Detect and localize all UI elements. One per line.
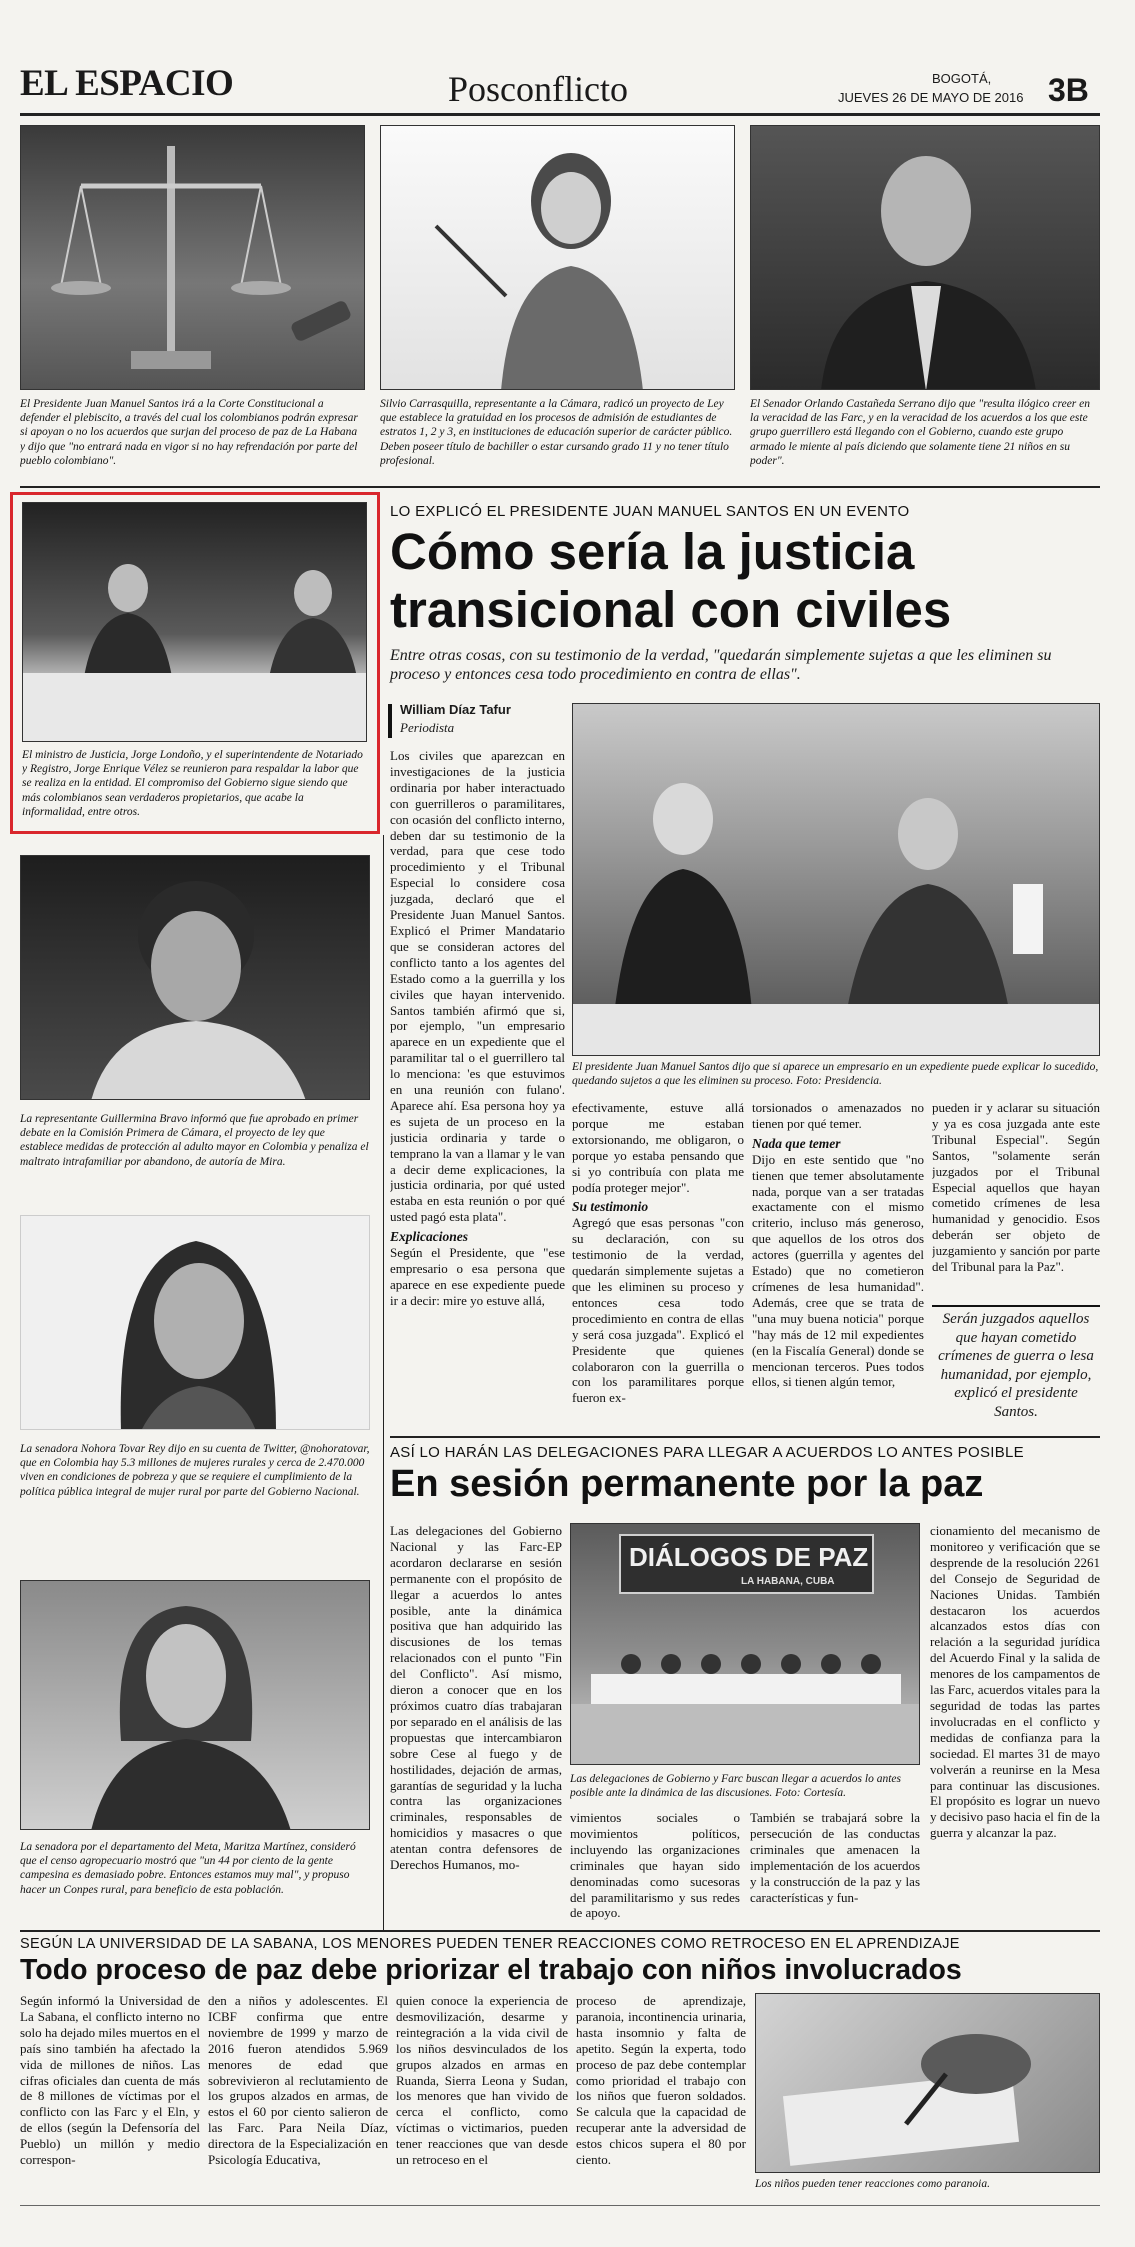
caption-justice-minister: El ministro de Justicia, Jorge Londoño, y el superintendente de Notariado y Registro, Jorge Enrique Vélez se reunieron para respaldar la labor que se realiza en la entidad. El compromiso del Gobierno sigue siendo que más colombianos sean verdaderos propietarios, que acabe la informalidad, entre otros.: [22, 749, 363, 818]
byline-bar: [388, 704, 392, 738]
main-article-col2: [572, 1100, 744, 1430]
second-kicker: ASÍ LO HARÁN LAS DELEGACIONES PARA LLEGAR A ACUERDOS LO ANTES POSIBLE: [390, 1444, 1024, 1461]
caption-nohora-tovar: La senadora Nohora Tovar Rey dijo en su cuenta de Twitter, @nohoratovar, que en Colombia hay 5.3 millones de mujeres rurales y cerca de 2.470.000 viven en condiciones de pobreza y que se requiere el cumplimiento de la política pública integral de mujer rural por parte del Gobierno Nacional.: [20, 1443, 370, 1498]
main-article-end-rule: [390, 1436, 1100, 1438]
main-col2-text: efectivamente, estuve allá porque me estaban extorsionando, me obligaron, o porque yo estaba pensando que si yo contribuía con plata me podía proteger mejor".: [572, 1100, 744, 1195]
masthead-date: JUEVES 26 DE MAYO DE 2016: [838, 90, 1024, 105]
caption-plebiscito: El Presidente Juan Manuel Santos irá a la Corte Constitucional a defender el plebiscito, a través del cual los colombianos podrán expresar si apoyan o no los acuerdos que surjan del proceso de paz de La Habana y dijo que "no entrará nada en vigor si no hay refrendación por parte del pueblo colombiano".: [20, 398, 358, 467]
main-headline-line2: transicional con civiles: [390, 581, 952, 638]
second-col4-text: cionamiento del mecanismo de monitoreo y verificación que se desprende de la resolución 2261 del Consejo de Seguridad de Naciones Unidas. También destacaron los acuerdos alcanzados estos días con relación a la seguridad jurídica del Acuerdo Final y la salida de menores de los campamentos de las Farc, acuerdos vitales para la seguridad de todas las partes involucradas en el conflicto y medidas de confianza para la sociedad. El martes 31 de mayo volverán a reunirse en la Mesa para continuar las discusiones. El propósito es lograr un nuevo y decisivo paso hacia el fin de la guerra y alcanzar la paz.: [930, 1523, 1100, 1841]
photo-woman-with-pencil: [380, 125, 735, 390]
main-subhead-explicaciones: Explicaciones: [390, 1229, 468, 1245]
caption-castaneda: El Senador Orlando Castañeda Serrano dijo que "resulta ilógico creer en la veracidad de las Farc, y en la veracidad de los acuerdos a los que este grupo guerrillero está llegando con el Gobierno, cuando este grupo armado le miente al país diciendo que solamente tiene 21 niños en su poder".: [750, 398, 1090, 467]
main-headline-line1: Cómo sería la justicia: [390, 523, 915, 580]
woman-portrait-icon: [21, 1581, 370, 1830]
photo-maritza-martinez: [20, 1580, 370, 1830]
photo-scales-of-justice: [20, 125, 365, 390]
second-article-col2: [570, 1810, 740, 1925]
pullquote-rule: [932, 1305, 1100, 1307]
main-article-col4: [932, 1100, 1100, 1305]
second-col3-text: También se trabajará sobre la persecución de las conductas criminales que amenacen la implementación de los acuerdos y la construcción de la paz y las características y fun-: [750, 1810, 920, 1905]
caption-maritza-martinez: La senadora por el departamento del Meta, Maritza Martínez, consideró que el censo agropecuario mostró que "un 44 por ciento de la gente campesina es demasiado pobre. Entonces estamos muy mal", y propuso hacer un Conpes rural, para beneficio de esta población.: [20, 1841, 356, 1896]
main-deck: Entre otras cosas, con su testimonio de la verdad, "quedarán simplemente sujetas a que les eliminen su proceso y entonces cesa todo procedimiento en contra de ellas".: [390, 647, 1052, 683]
third-article-col4: [576, 1993, 746, 2193]
main-kicker: LO EXPLICÓ EL PRESIDENTE JUAN MANUEL SANTOS EN UN EVENTO: [390, 503, 910, 520]
third-headline: Todo proceso de paz debe priorizar el trabajo con niños involucrados: [20, 1954, 962, 1986]
caption-guillermina-bravo: La representante Guillermina Bravo informó que fue aprobado en primer debate en la Comisión Primera de Cámara, el proyecto de ley que establece medidas de protección al adulto mayor en Colombia y penaliza el maltrato intrafamiliar por abandono, de autoría de Mira.: [20, 1113, 369, 1168]
photo-justice-minister-meeting: [22, 502, 367, 742]
masthead-city: BOGOTÁ,: [932, 71, 992, 86]
man-in-suit-icon: [751, 126, 1100, 390]
caption-dialogos-de-paz: Las delegaciones de Gobierno y Farc buscan llegar a acuerdos lo antes posible ante la dinámica de las discusiones. Foto: Cortesía.: [570, 1773, 901, 1800]
photo-senator-castaneda: [750, 125, 1100, 390]
third-article-col3: [396, 1993, 568, 2193]
second-headline: En sesión permanente por la paz: [390, 1463, 984, 1505]
masthead-rule: [20, 113, 1100, 116]
third-kicker: SEGÚN LA UNIVERSIDAD DE LA SABANA, LOS MENORES PUEDEN TENER REACCIONES COMO RETROCESO EN EL APRENDIZAJE: [20, 1936, 960, 1952]
woman-portrait-icon: [21, 856, 370, 1100]
sidebar-divider: [383, 835, 384, 1930]
main-pullquote: Serán juzgados aquellos que hayan cometido crímenes de guerra o lesa humanidad, por ejemplo, explicó el presidente Santos.: [938, 1311, 1094, 1420]
santos-speaking-icon: [573, 704, 1100, 1056]
photo-dialogos-de-paz: [570, 1523, 920, 1765]
photo-guillermina-bravo: [20, 855, 370, 1100]
photo-child-writing: [755, 1993, 1100, 2173]
main-article-col1: [390, 748, 565, 1428]
scales-of-justice-icon: [21, 126, 365, 390]
main-subhead-nada-que-temer: Nada que temer: [752, 1135, 841, 1151]
main-col3-text-b: Dijo en este sentido que "no tienen que temer absolutamente nada, porque van a ser tratadas exactamente con el mismo criterio, incluso más generoso, que aquellos de los otros dos actores (guerrilla y agentes del Estado) que no cometieron crímenes de lesa humanidad". Además, cree que se trata de "una muy buena noticia" porque "hay más de 12 mil expedientes (en la Fiscalía General) donde se mencionan terceros. Pues todos ellos, si tienen algún temor,: [752, 1151, 924, 1390]
main-article-col3: [752, 1100, 924, 1430]
page-bottom-rule: [20, 2205, 1100, 2206]
section-title: Posconflicto: [448, 69, 628, 109]
caption-santos-event: El presidente Juan Manuel Santos dijo que si aparece un empresario en un expediente puede explicar lo sucedido, quedando sujetos a que les eliminen su proceso. Foto: Presidencia.: [572, 1061, 1099, 1088]
main-col4-text: pueden ir y aclarar su situación y ya es cosa juzgada ante este Tribunal Especial". Según Santos, "solamente serán juzgados por el Tribunal Especial aquellos que hayan cometido crímenes de lesa humanidad y genocidio. Esos deberán ser objeto de juzgamiento y sanción por parte del Tribunal para la Paz".: [932, 1100, 1100, 1275]
third-col3-text: quien conoce la experiencia de desmovilización, desarme y reintegración a la vida civil de los niños desvinculados de los grupos alzados en armas en Ruanda, Sierra Leona y Sudan, los menores que han vivido de cerca el conflicto, como víctimas o victimarios, pueden tener reacciones que van desde un retroceso en el: [396, 1993, 568, 2168]
woman-portrait-icon: [21, 1216, 370, 1430]
meeting-table-icon: [23, 503, 367, 742]
second-article-col3: [750, 1810, 920, 1925]
main-col3-text: torsionados o amenazados no tienen por qué temer.: [752, 1100, 924, 1131]
banner-dialogos-sub: LA HABANA, CUBA: [741, 1576, 835, 1587]
third-col2-text: den a niños y adolescentes. El ICBF confirma que entre noviembre de 1999 y marzo de 2016 fueron atendidos 5.969 menores de edad que sobrevivieron al reclutamiento de los grupos alzados en armas, de estos el 60 por ciento salieron de las Farc. Para Neila Díaz, directora de la Especialización en Psicología Educativa,: [208, 1993, 388, 2168]
main-col2-text-b: Agregó que esas personas "con su declaración, con su testimonio de la verdad, quedarán simplemente sujetas a que les eliminen su proceso y entonces cesa todo procedimiento en contra de ellas y será cosa juzgada". Explicó el Presidente que quienes colaboraron con la guerrilla o con los paramilitares porque fueron ex-: [572, 1215, 744, 1406]
byline-name: William Díaz Tafur: [400, 702, 511, 717]
second-col1-text: Las delegaciones del Gobierno Nacional y las Farc-EP acordaron declararse en sesión permanente con el propósito de llegar a acuerdos lo antes posible, ante la dinámica positiva que han adquirido las discusiones de los temas relacionados con el punto "Fin del Conflicto". Así mismo, dieron a conocer que en los próximos cuatro días trabajaran por separado en el análisis de las propuestas que intercambiaron sobre Cese al fuego y de hostilidades, dejación de armas, garantías de seguridad y la lucha contra las organizaciones criminales, responsables de homicidios y masacres o que atentan contra defensores de Derechos Humanos, mo-: [390, 1523, 562, 1873]
second-article-end-rule: [20, 1930, 1100, 1932]
delegation-table-icon: [571, 1524, 920, 1765]
photo-nohora-tovar: [20, 1215, 370, 1430]
hand-writing-icon: [756, 1994, 1100, 2173]
main-subhead-testimonio: Su testimonio: [572, 1199, 649, 1215]
third-col1-text: Según informó la Universidad de La Sabana, el conflicto interno no solo ha dejado miles muertos en el país sino también ha afectado la vida de millones de niños. Las cifras oficiales dan cuenta de más de 8 millones de víctimas por el conflicto con las Farc y el Eln, y de ellos (según la Defensoría del Pueblo) un millón y medio correspon-: [20, 1993, 200, 2168]
second-article-col4: [930, 1523, 1100, 1925]
main-col1-text: Los civiles que aparezcan en investigaciones de la justicia ordinaria por haber interactuado con guerrilleros o paramilitares, con ocasión del conflicto interno, deben dar su testimonio de la verdad, para que cese todo procedimiento y el Tribunal Especial lo considere cosa juzgada, declaró que el Presidente Juan Manuel Santos. Explicó el Primer Mandatario que se consideran actores del conflicto tanto a los agentes del Estado como a la guerrilla y los civiles que hayan intervenido. Santos también afirmó que si, por ejemplo, "un empresario aparece en un expediente que el paramilitar tal o el guerrillero tal lo menciona: 'es que estuvimos en una reunión con fulano'. Aparece ahí. Esa persona hoy ya es sujeta de un proceso en la justicia ordinaria y tarde o temprano la van a llamar y le van a decir deme explicaciones, la justicia ordinaria, por qué usted estaba en esta reunión o por qué usted pagó esta plata".: [390, 748, 565, 1225]
page-number: 3B: [1048, 72, 1089, 108]
third-article-col2: [208, 1993, 388, 2193]
masthead-paper-name: EL ESPACIO: [20, 63, 234, 104]
caption-carrasquilla: Silvio Carrasquilla, representante a la Cámara, radicó un proyecto de Ley que establece la gratuidad en los procesos de admisión de estudiantes de estratos 1, 2 y 3, en instituciones de educación superior de carácter público. Deben poseer título de bachiller o estar cursando grado 11 y no tener título profesional.: [380, 398, 733, 467]
third-col4-text: proceso de aprendizaje, paranoia, incontinencia urinaria, hasta insomnio y falta de apetito. Según la experta, todo proceso de paz debe contemplar como prioridad el trabajo con los niños que fueron soldados. Se calcula que la capacidad de recuperar ante la adversidad de estos chicos supera el 80 por ciento.: [576, 1993, 746, 2168]
byline-role: Periodista: [400, 720, 455, 735]
top-section-rule: [20, 486, 1100, 488]
banner-dialogos-text: DIÁLOGOS DE PAZ: [629, 1542, 869, 1572]
photo-santos-event: [572, 703, 1100, 1056]
third-article-col1: [20, 1993, 200, 2193]
main-col1-text-b: Según el Presidente, que "ese empresario o esa persona que aparece en ese expediente puede ir a decir: mire yo estuve allá,: [390, 1245, 565, 1308]
caption-child-writing: Los niños pueden tener reacciones como paranoia.: [755, 2178, 990, 2190]
person-silhouette-icon: [381, 126, 735, 390]
second-article-col1: [390, 1523, 562, 1925]
second-col2-text: vimientos sociales o movimientos políticos, incluyendo las organizaciones criminales que hayan sido denominadas como sucesoras del paramilitarismo y sus redes de apoyo.: [570, 1810, 740, 1921]
